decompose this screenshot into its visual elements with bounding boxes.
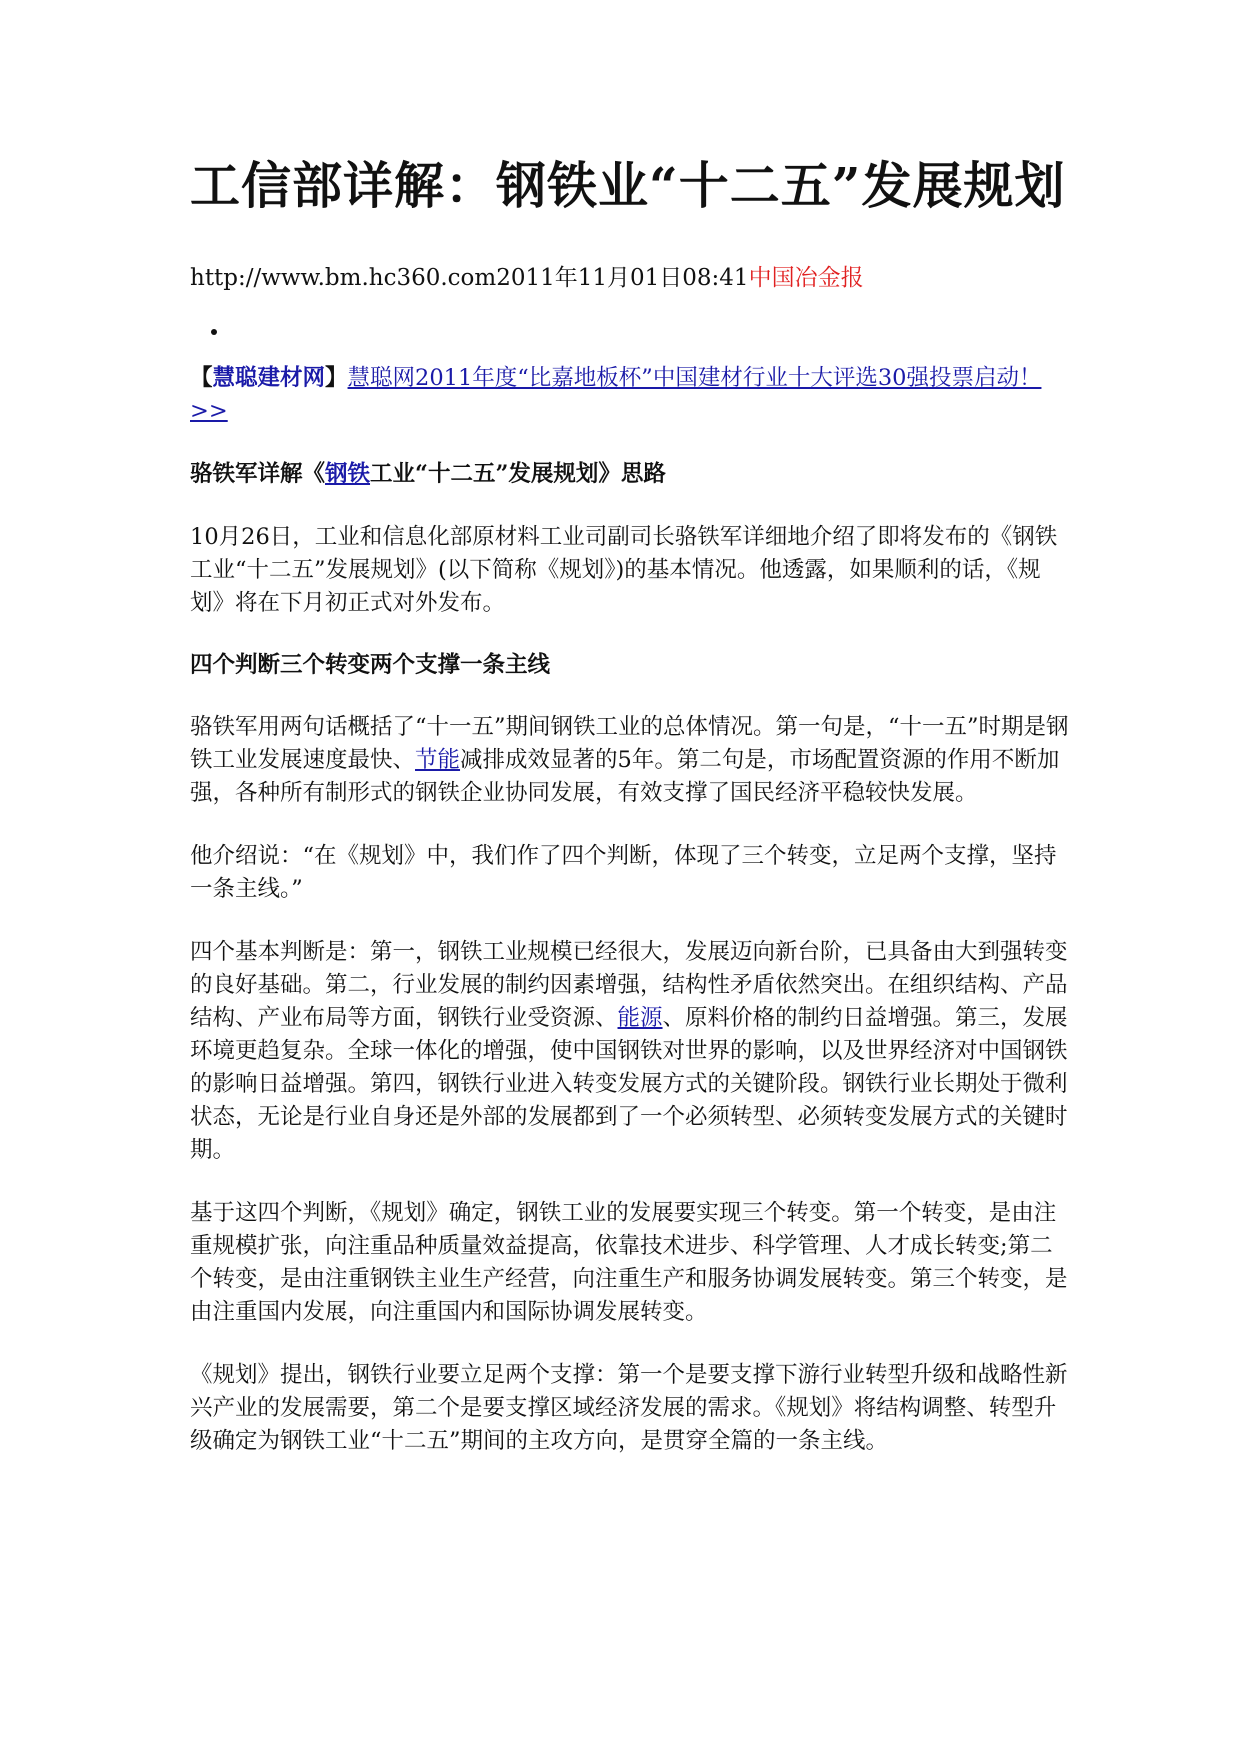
promo-close-bracket: 】 — [325, 365, 348, 391]
section-heading-1 — [190, 458, 1070, 491]
promo-link[interactable]: 慧聪网2011年度“比嘉地板杯”中国建材行业十大评选30强投票启动！>> — [190, 365, 1042, 424]
empty-bullet-item — [230, 316, 1070, 348]
paragraph-4 — [190, 936, 1070, 1167]
promo-open-bracket: 【 — [190, 365, 213, 391]
article-meta — [190, 262, 1070, 294]
paragraph-4-after: 、原料价格的制约日益增强。第三，发展环境更趋复杂。全球一体化的增强，使中国钢铁对世界的影响，以及世界经济对中国钢铁的影响日益增强。第四，钢铁行业进入转变发展方式的关键阶段。钢铁行业长期处于微利状态，无论是行业自身还是外部的发展都到了一个必须转型、必须转变发展方式的关键时期。 — [190, 1005, 1068, 1163]
article — [190, 150, 1070, 1458]
heading-1-prefix: 骆铁军详解《 — [190, 461, 326, 487]
heading-1-link[interactable]: 钢铁 — [325, 461, 371, 487]
paragraph-1: 10月26日，工业和信息化部原材料工业司副司长骆铁军详细地介绍了即将发布的《钢铁工业“十二五”发展规划》(以下简称《规划》)的基本情况。他透露，如果顺利的话，《规划》将在下月初正式对外发布。 — [190, 524, 1058, 616]
paragraph-3: 他介绍说：“在《规划》中，我们作了四个判断，体现了三个转变，立足两个支撑，坚持一条主线。” — [190, 843, 1057, 902]
paragraph-2-link[interactable]: 节能 — [415, 747, 461, 773]
paragraph-4-before: 四个基本判断是：第一，钢铁工业规模已经很大，发展迈向新台阶，已具备由大到强转变的良好基础。第二，行业发展的制约因素增强，结构性矛盾依然突出。在组织结构、产品结构、产业布局等方面，钢铁行业受资源、 — [190, 939, 1068, 1031]
meta-datetime: 2011年11月01日08:41 — [496, 265, 749, 291]
promo-brand-name: 慧聪建材网 — [212, 365, 326, 391]
promo-banner — [190, 362, 1070, 428]
paragraph-5: 基于这四个判断，《规划》确定，钢铁工业的发展要实现三个转变。第一个转变，是由注重规模扩张，向注重品种质量效益提高，依靠技术进步、科学管理、人才成长转变;第二个转变，是由注重钢铁主业生产经营，向注重生产和服务协调发展转变。第三个转变，是由注重国内发展，向注重国内和国际协调发展转变。 — [190, 1200, 1068, 1325]
meta-url: http://www.bm.hc360.com — [190, 265, 497, 291]
bullet-list — [190, 316, 1070, 348]
paragraph-2-after: 减排成效显著的5年。第二句是，市场配置资源的作用不断加强，各种所有制形式的钢铁企业协同发展，有效支撑了国民经济平稳较快发展。 — [190, 747, 1060, 806]
promo-brand — [190, 365, 348, 391]
heading-1-suffix: 工业“十二五”发展规划》思路 — [370, 461, 666, 487]
section-heading-2: 四个判断三个转变两个支撑一条主线 — [190, 652, 551, 678]
paragraph-2 — [190, 711, 1070, 810]
page-title: 工信部详解：钢铁业“十二五”发展规划 — [190, 156, 1066, 215]
paragraph-6: 《规划》提出，钢铁行业要立足两个支撑：第一个是要支撑下游行业转型升级和战略性新兴产业的发展需要，第二个是要支撑区域经济发展的需求。《规划》将结构调整、转型升级确定为钢铁工业“十二五”期间的主攻方向，是贯穿全篇的一条主线。 — [190, 1362, 1068, 1454]
paragraph-4-link[interactable]: 能源 — [617, 1005, 663, 1031]
paragraph-2-before: 骆铁军用两句话概括了“十一五”期间钢铁工业的总体情况。第一句是，“十一五”时期是钢铁工业发展速度最快、 — [190, 714, 1069, 773]
meta-source: 中国冶金报 — [748, 265, 864, 291]
